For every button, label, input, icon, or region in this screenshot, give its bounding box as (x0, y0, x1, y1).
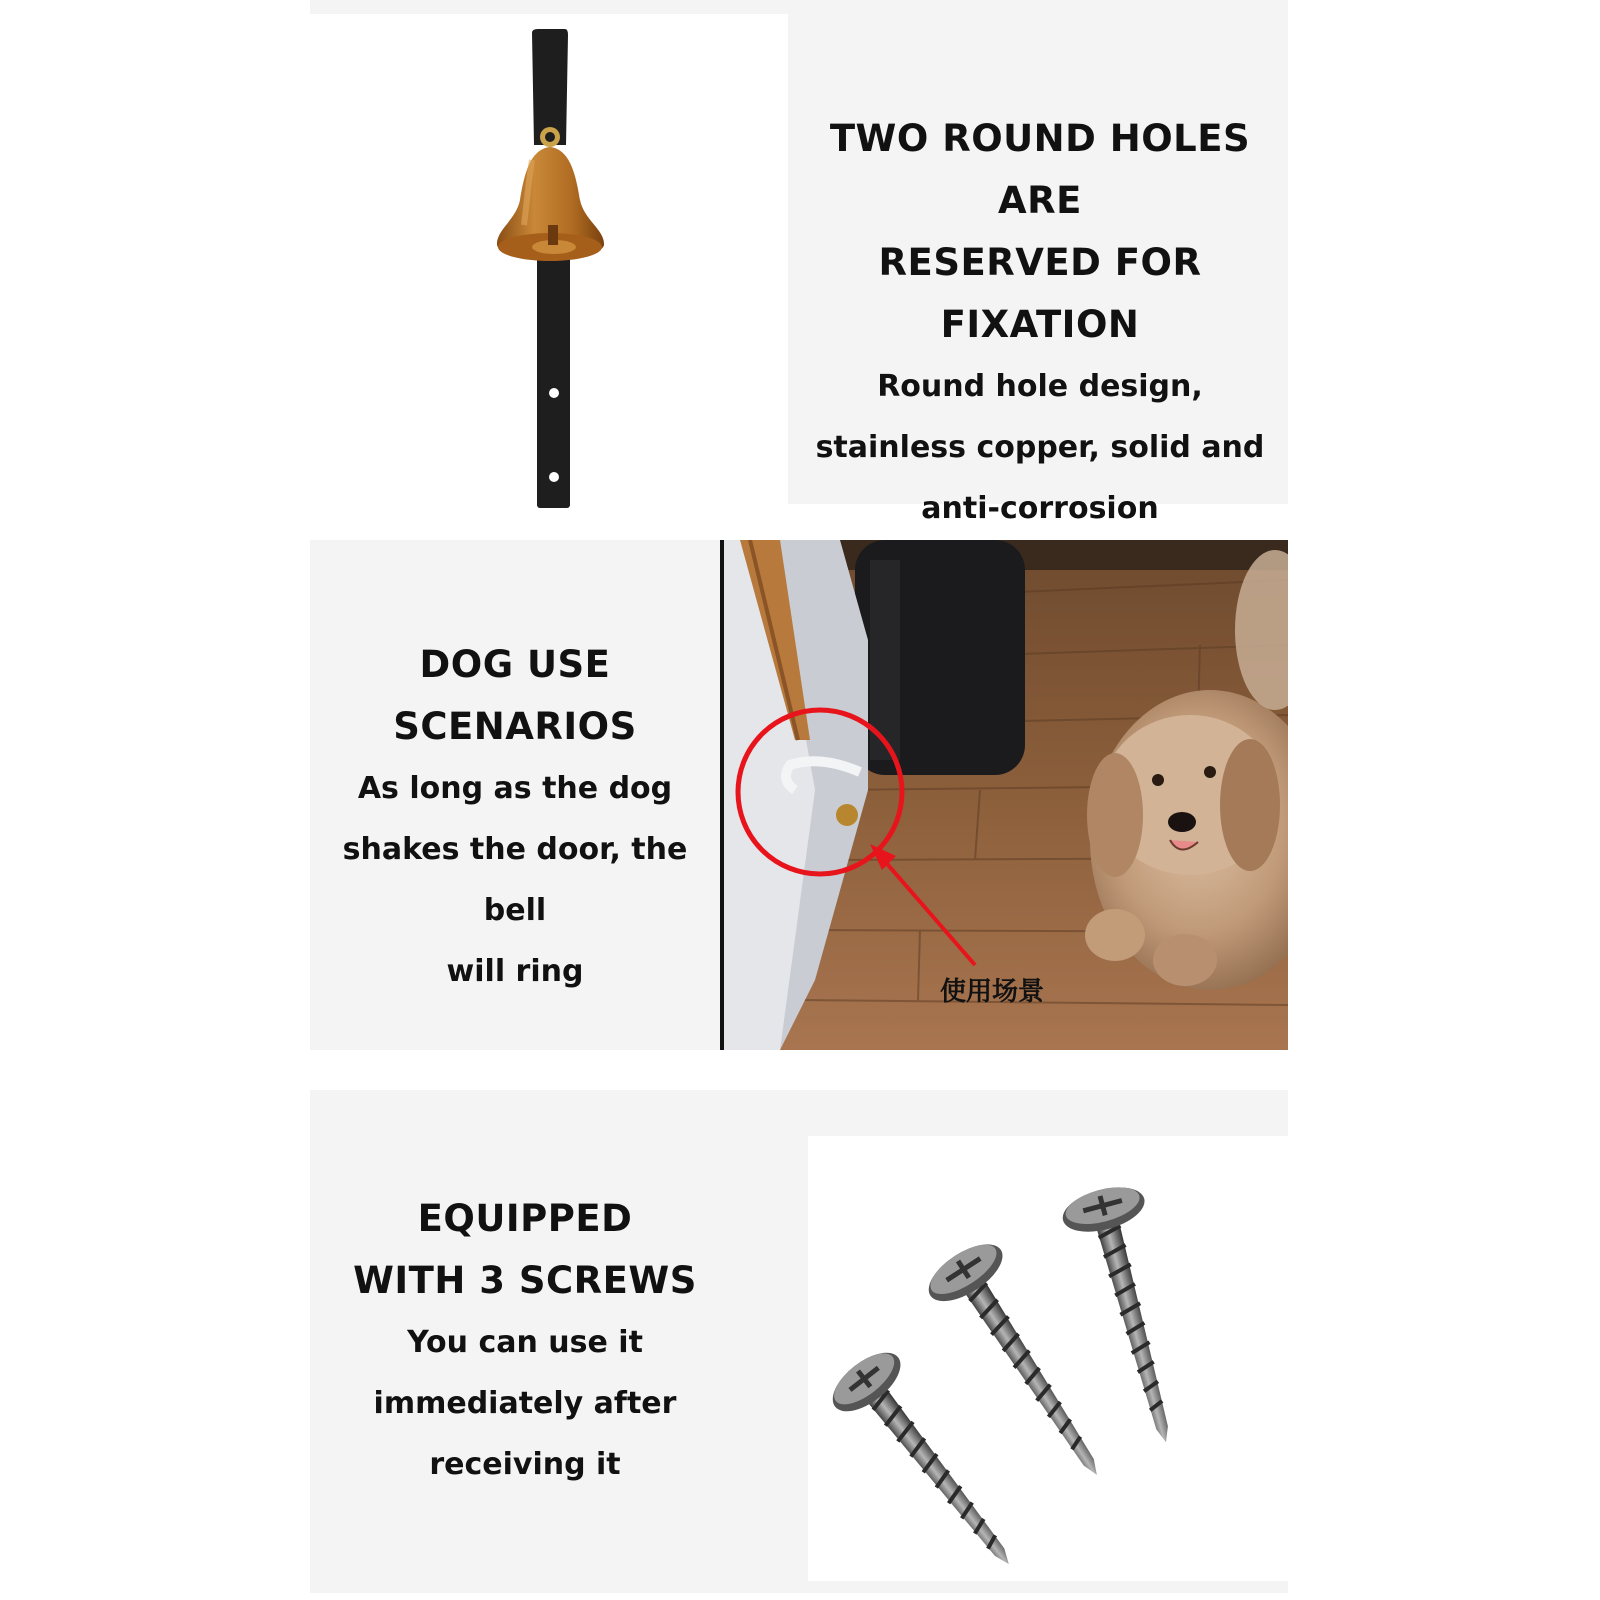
section2-body-line1: As long as the dog (357, 771, 673, 806)
section1-heading-line2: RESERVED FOR FIXATION (878, 241, 1202, 346)
dog-door-photo (720, 540, 1288, 1050)
section3-body-line1: You can use it (407, 1325, 643, 1360)
section1-top-strip (310, 0, 788, 14)
section1-text (792, 108, 1288, 539)
section2-heading-line1: DOG USE (419, 643, 611, 686)
section2-body-line3: will ring (446, 954, 584, 989)
bell-strap-icon (480, 25, 640, 515)
section3-body-line2: immediately after (373, 1386, 677, 1421)
section3-text (310, 1188, 740, 1495)
screws-icon (808, 1136, 1288, 1581)
section3-heading-line2: WITH 3 SCREWS (353, 1259, 697, 1302)
section1-body-line1: Round hole design, (877, 369, 1203, 404)
section2-text (310, 634, 720, 1002)
section2-heading-line2: SCENARIOS (393, 705, 637, 748)
photo-caption: 使用场景 (939, 977, 1045, 1007)
section2-body-line2: shakes the door, the bell (342, 832, 688, 928)
section1-heading-line1: TWO ROUND HOLES ARE (829, 117, 1251, 222)
section3-heading-line1: EQUIPPED (417, 1197, 633, 1240)
section3-body-line3: receiving it (429, 1447, 621, 1482)
section1-body-line3: anti-corrosion (921, 491, 1159, 526)
section1-body-line2: stainless copper, solid and (815, 430, 1265, 465)
